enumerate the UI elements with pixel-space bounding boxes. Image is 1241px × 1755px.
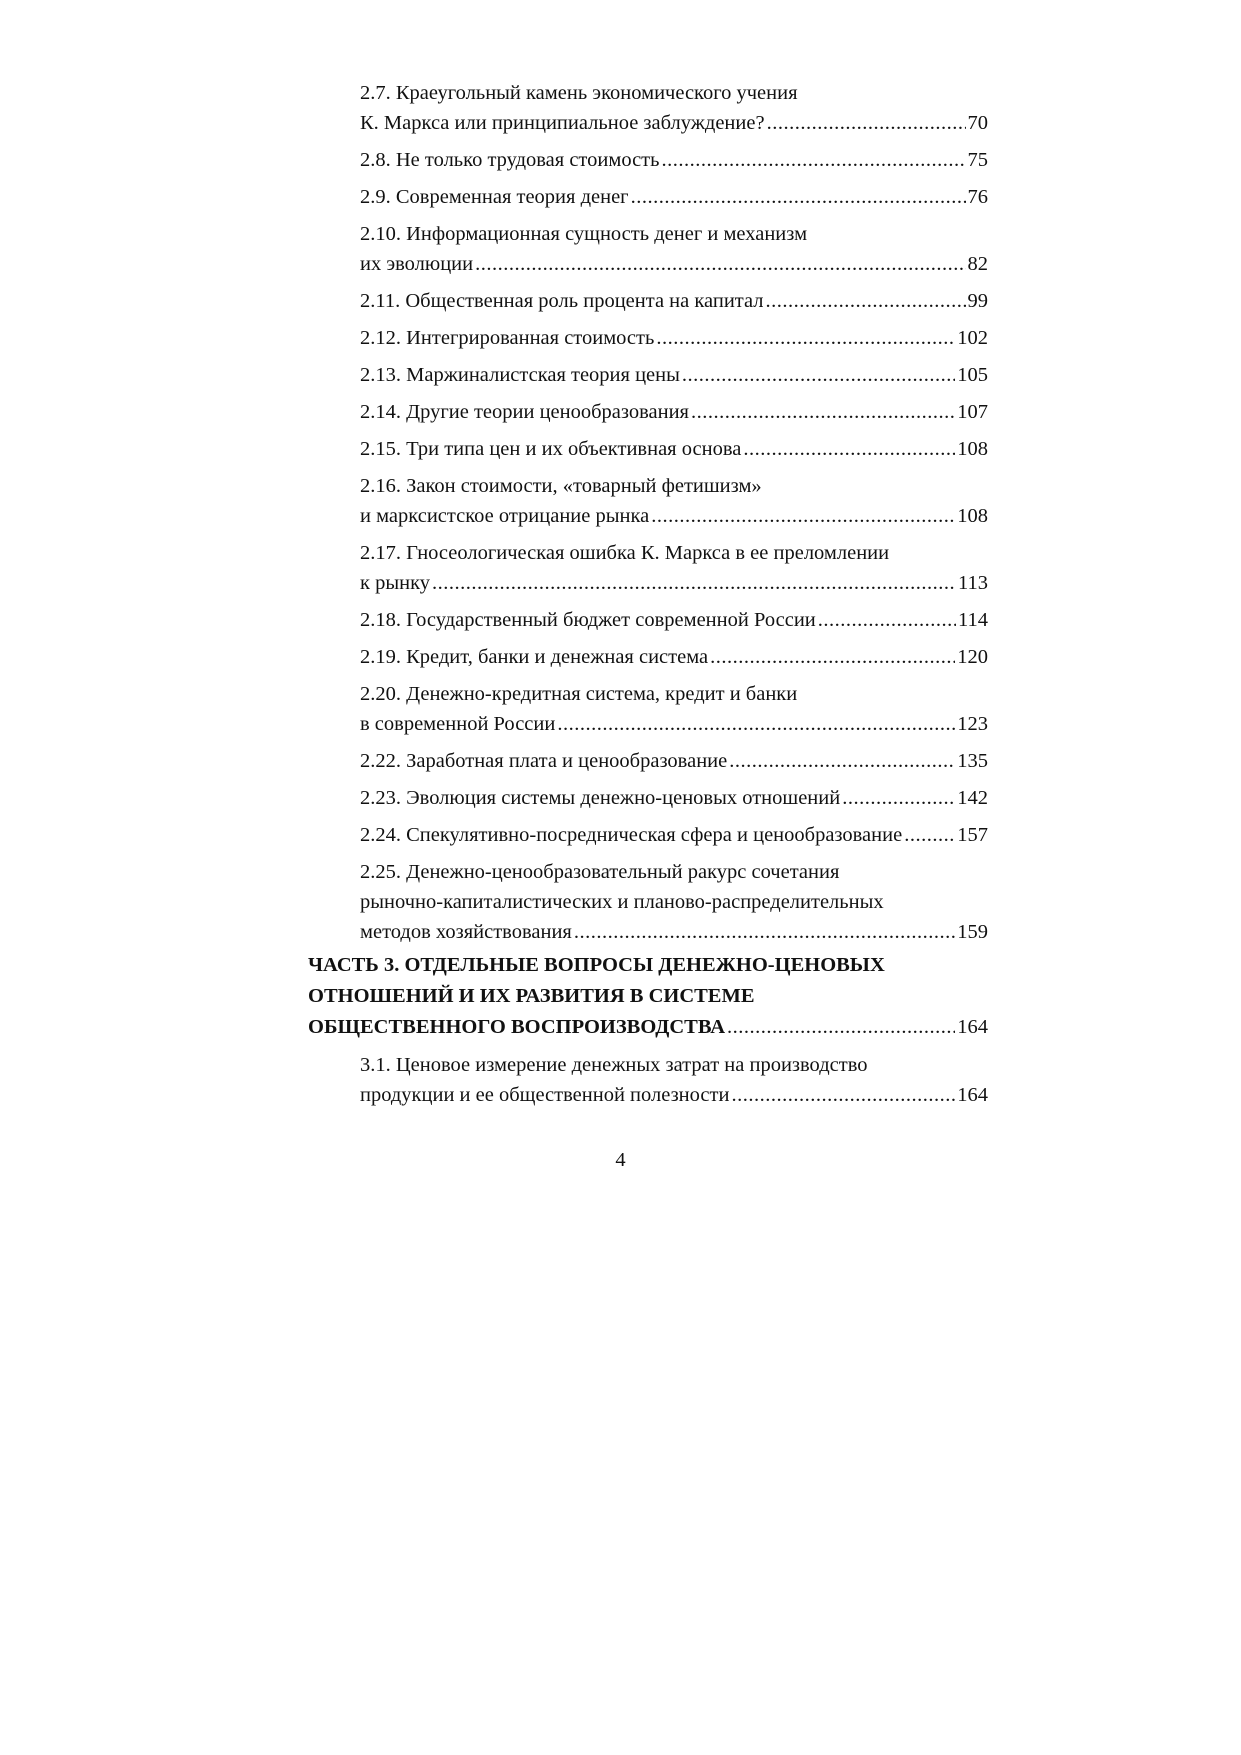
toc-entry[interactable] [308,360,988,390]
toc-entry-text: 2.14. Другие теории ценообразования [360,401,689,423]
toc-entry-text: рыночно-капиталистических и планово-распределительных [360,891,884,913]
toc-entry-text: 2.24. Спекулятивно-посредническая сфера и ценообразование [360,824,903,846]
toc-entry-text: 2.22. Заработная плата и ценообразование [360,750,728,772]
dot-leader [661,145,965,175]
toc-entry-text: 2.12. Интегрированная стоимость [360,327,655,349]
toc-entry[interactable] [308,145,988,175]
dot-leader [432,568,956,598]
toc-page-number: 135 [957,750,988,772]
toc-entry-line [360,434,988,464]
toc-page-number: 120 [957,646,988,668]
toc-page-number: 164 [957,1016,988,1038]
toc-entry-line [360,145,988,175]
toc-entry-line [360,286,988,316]
toc-entry-text: 2.19. Кредит, банки и денежная система [360,646,709,668]
toc-entry-text: 2.23. Эволюция системы денежно-ценовых отношений [360,787,841,809]
toc-entry-text: 3.1. Ценовое измерение денежных затрат на производство [360,1054,868,1076]
toc-page-number: 105 [957,364,988,386]
page-number: 4 [615,1149,626,1171]
toc-entry-line [360,323,988,353]
dot-leader [729,746,955,776]
table-of-contents [308,78,988,1110]
toc-entry-line [360,501,988,531]
toc-entry-text: К. Маркса или принципиальное заблуждение? [360,112,765,134]
toc-entry[interactable] [308,857,988,947]
toc-entry[interactable] [308,434,988,464]
toc-page-number: 108 [957,505,988,527]
toc-entry-text: 2.25. Денежно-ценообразовательный ракурс сочетания [360,861,840,883]
toc-entry[interactable] [308,679,988,739]
dot-leader [731,1080,955,1110]
toc-page-number: 123 [957,713,988,735]
toc-entry-text: 2.11. Общественная роль процента на капитал [360,290,764,312]
dot-leader [767,108,966,138]
dot-leader [743,434,955,464]
dot-leader [691,397,955,427]
toc-page-number: 75 [967,149,988,171]
toc-page-number: 157 [957,824,988,846]
toc-entry[interactable] [308,471,988,531]
toc-entry-line [360,568,988,598]
toc-entry-line [360,783,988,813]
toc-entry-text: 2.13. Маржиналистская теория цены [360,364,680,386]
toc-part-text: ОБЩЕСТВЕННОГО ВОСПРОИЗВОДСТВА [308,1016,726,1038]
toc-entry-line [360,917,988,947]
toc-page-number: 164 [957,1084,988,1106]
toc-entry[interactable] [308,286,988,316]
toc-entry-line [360,360,988,390]
dot-leader [904,820,955,850]
toc-entry-text: 2.16. Закон стоимости, «товарный фетишизм» [360,475,762,497]
toc-entry-text: 2.9. Современная теория денег [360,186,629,208]
dot-leader [766,286,966,316]
toc-entry-text: 2.18. Государственный бюджет современной России [360,609,816,631]
toc-part-text: ОТНОШЕНИЙ И ИХ РАЗВИТИЯ В СИСТЕМЕ [308,985,755,1007]
toc-page-number: 102 [957,327,988,349]
toc-entry-line [360,746,988,776]
toc-entry-text: 2.7. Краеугольный камень экономического учения [360,82,798,104]
toc-page-number: 159 [957,921,988,943]
dot-leader [475,249,965,279]
toc-entry[interactable] [308,397,988,427]
dot-leader [656,323,955,353]
toc-page-number: 107 [957,401,988,423]
dot-leader [818,605,956,635]
toc-entry-text: в современной России [360,713,556,735]
toc-entry[interactable] [308,219,988,279]
toc-entry-line [360,1080,988,1110]
toc-entry-text: 2.10. Информационная сущность денег и механизм [360,223,808,245]
dot-leader [574,917,955,947]
toc-entry[interactable] [308,323,988,353]
toc-entry-line [308,1012,988,1043]
toc-entry[interactable] [308,78,988,138]
toc-entry-text: их эволюции [360,253,474,275]
toc-entry[interactable] [308,746,988,776]
toc-entry[interactable] [308,783,988,813]
toc-entry-line [360,182,988,212]
toc-entry[interactable] [308,605,988,635]
toc-entry-line [360,820,988,850]
toc-entry-line [360,249,988,279]
toc-entry-line [360,605,988,635]
toc-entry-text: и марксистское отрицание рынка [360,505,650,527]
toc-part-heading[interactable] [308,950,988,1043]
toc-page-number: 108 [957,438,988,460]
dot-leader [682,360,955,390]
dot-leader [651,501,955,531]
dot-leader [557,709,955,739]
toc-entry-text: 2.17. Гносеологическая ошибка К. Маркса в ее преломлении [360,542,890,564]
toc-entry-line [360,642,988,672]
toc-part-text: ЧАСТЬ 3. ОТДЕЛЬНЫЕ ВОПРОСЫ ДЕНЕЖНО-ЦЕНОВЫХ [308,954,885,976]
toc-entry-text: к рынку [360,572,430,594]
toc-entry-text: методов хозяйствования [360,921,572,943]
toc-page-number: 82 [967,253,988,275]
toc-page-number: 70 [967,112,988,134]
toc-entry-line [360,397,988,427]
toc-entry-text: продукции и ее общественной полезности [360,1084,730,1106]
toc-entry[interactable] [308,642,988,672]
toc-entry[interactable] [308,182,988,212]
dot-leader [631,182,966,212]
toc-entry-text: 2.8. Не только трудовая стоимость [360,149,660,171]
dot-leader [710,642,955,672]
toc-page-number: 114 [958,609,988,631]
toc-entry[interactable] [308,1050,988,1110]
toc-entry-text: 2.20. Денежно-кредитная система, кредит и банки [360,683,798,705]
toc-page-number: 113 [958,572,988,594]
toc-entry-line [360,709,988,739]
dot-leader [842,783,955,813]
toc-entry[interactable] [308,820,988,850]
toc-entry-text: 2.15. Три типа цен и их объективная основа [360,438,742,460]
toc-entry-line [360,108,988,138]
toc-page-number: 99 [967,290,988,312]
toc-entry[interactable] [308,538,988,598]
toc-page-number: 76 [967,186,988,208]
toc-page-number: 142 [957,787,988,809]
dot-leader [727,1012,955,1043]
